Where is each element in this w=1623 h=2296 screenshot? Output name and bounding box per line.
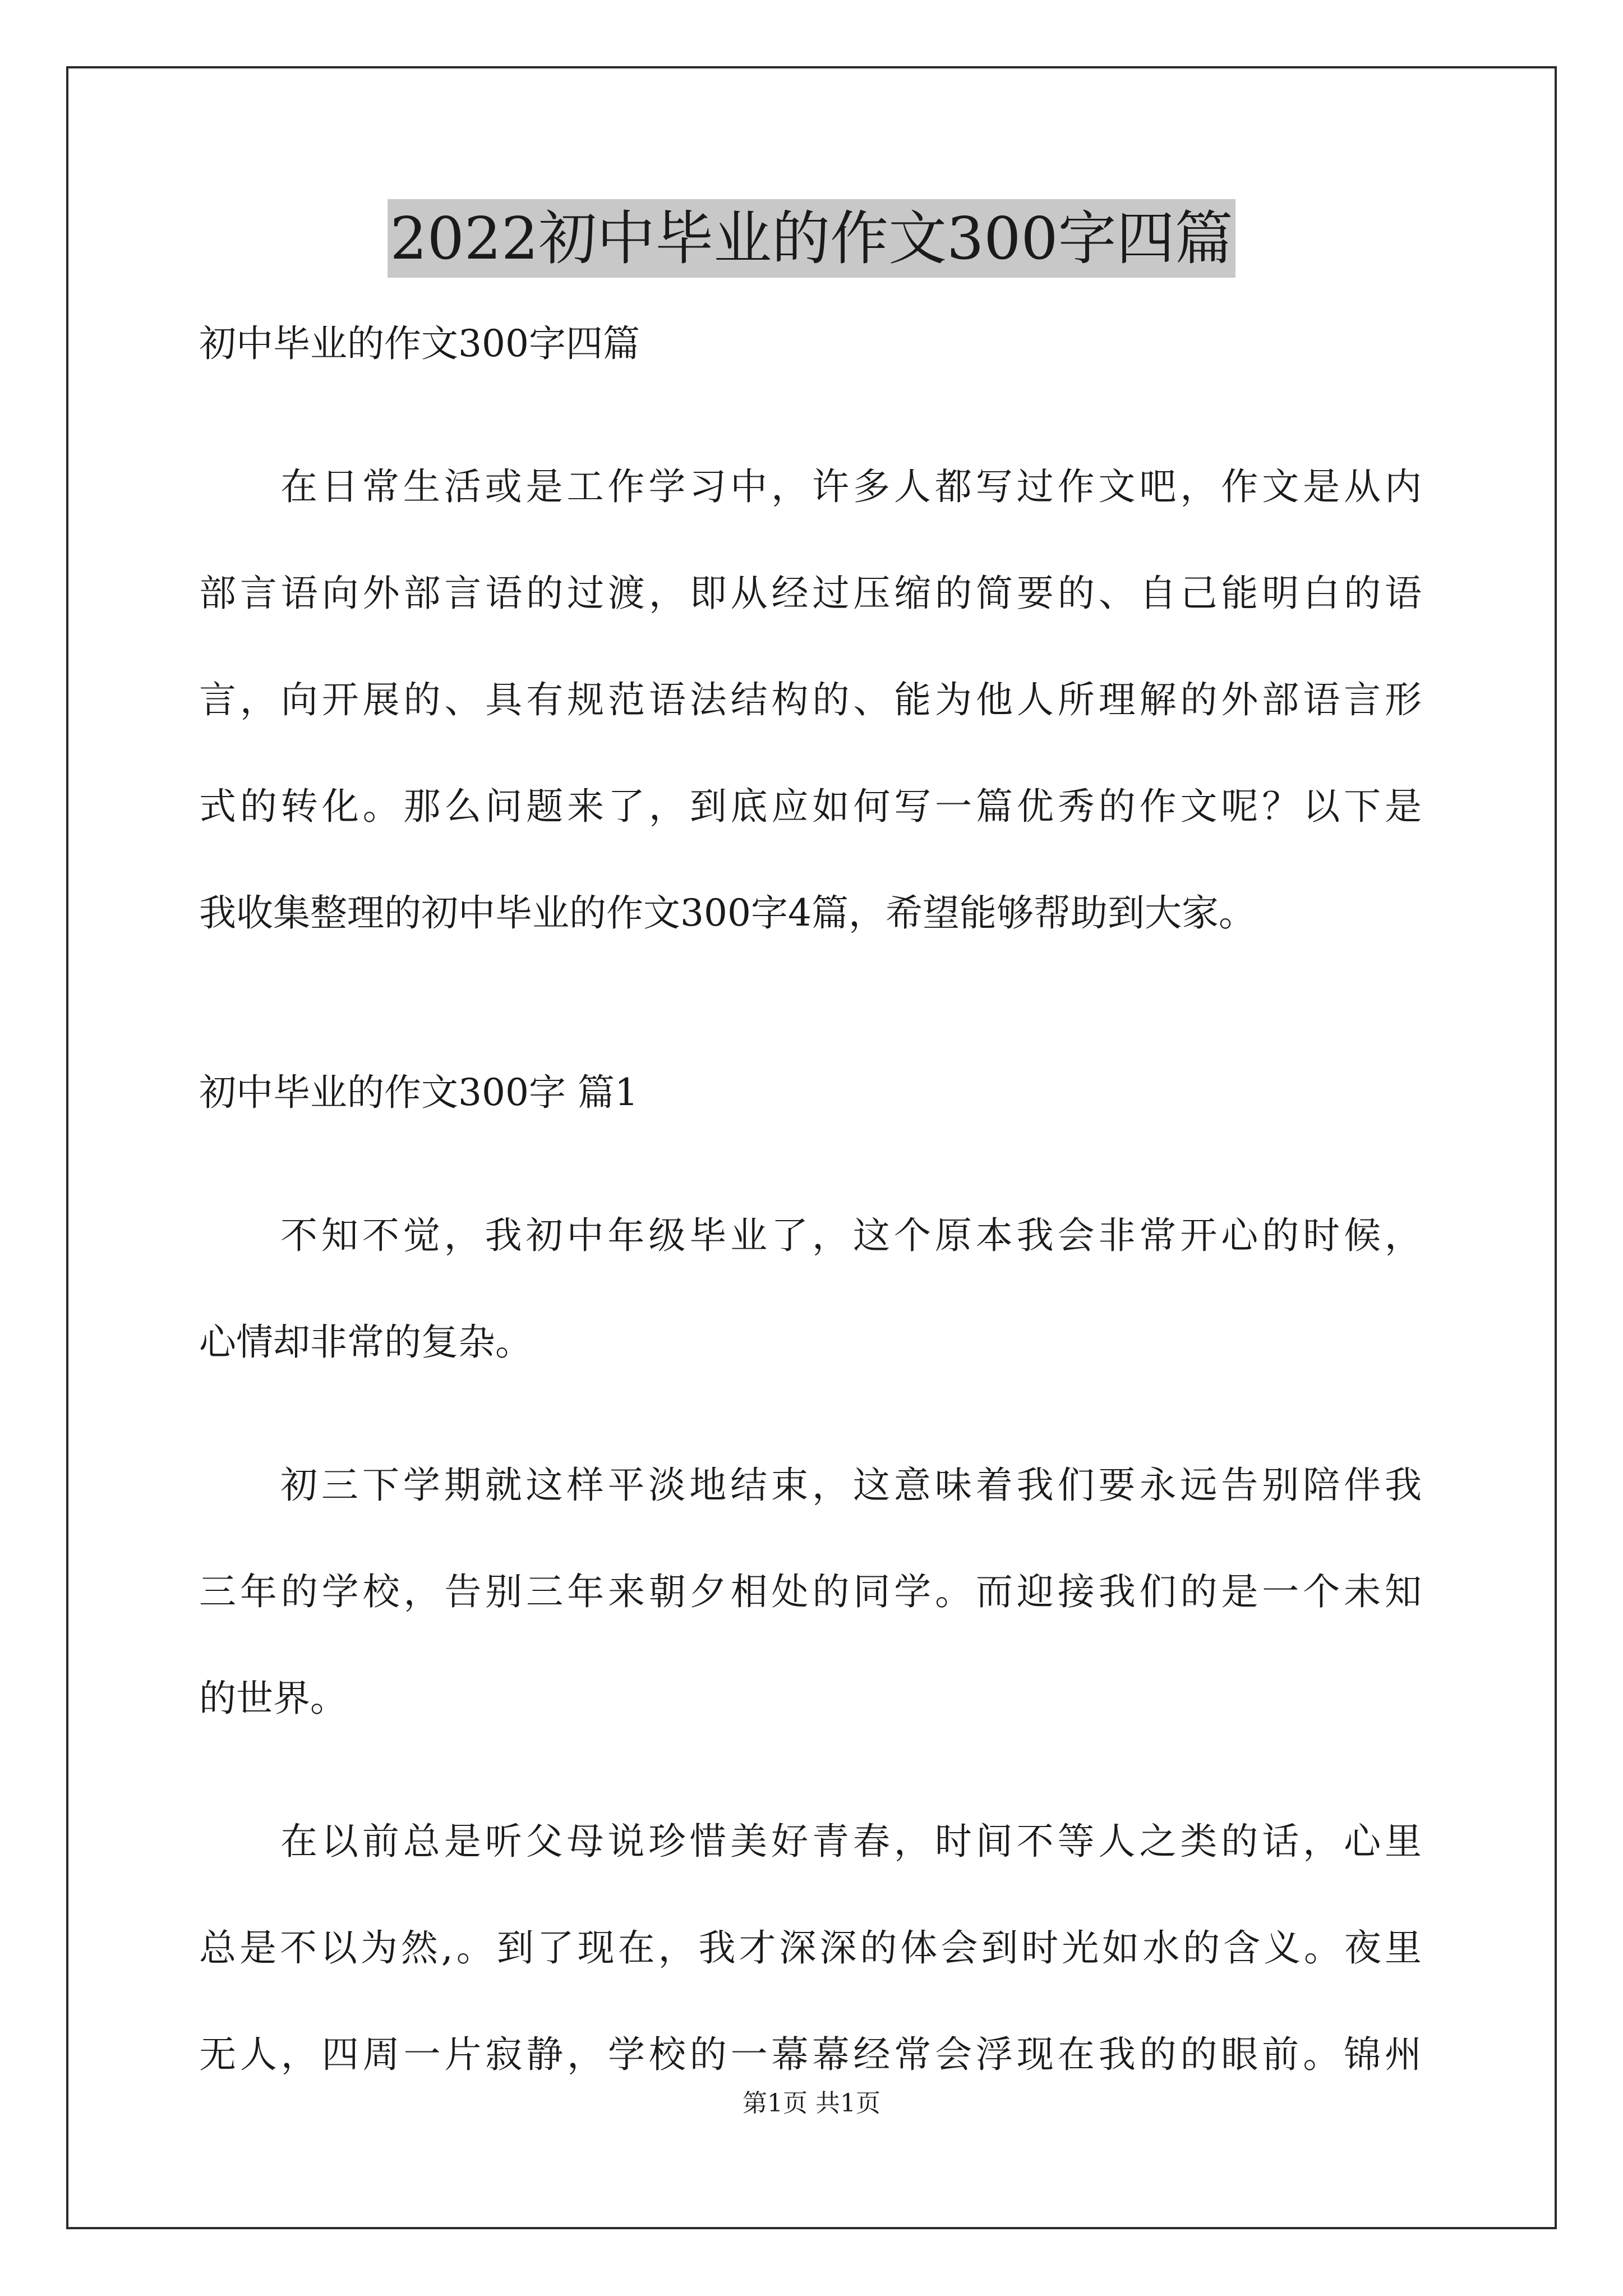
paragraph-line: 在以前总是听父母说珍惜美好青春，时间不等人之类的话，心里 <box>280 1820 1422 1863</box>
paragraph-line: 的世界。 <box>199 1677 347 1720</box>
intro-line: 言，向开展的、具有规范语法结构的、能为他人所理解的外部语言形 <box>199 678 1422 721</box>
document-subtitle: 初中毕业的作文300字四篇 <box>199 322 640 365</box>
intro-line: 我收集整理的初中毕业的作文300字4篇，希望能够帮助到大家。 <box>199 891 1256 935</box>
paragraph-line: 不知不觉，我初中年级毕业了，这个原本我会非常开心的时候， <box>280 1214 1422 1257</box>
paragraph-line: 心情却非常的复杂。 <box>199 1320 532 1364</box>
paragraph-line: 初三下学期就这样平淡地结束，这意味着我们要永远告别陪伴我 <box>280 1464 1422 1507</box>
paragraph-line: 无人，四周一片寂静，学校的一幕幕经常会浮现在我的的眼前。锦州 <box>199 2033 1422 2076</box>
intro-line: 部言语向外部言语的过渡，即从经过压缩的简要的、自己能明白的语 <box>199 572 1422 615</box>
intro-line: 在日常生活或是工作学习中，许多人都写过作文吧，作文是从内 <box>280 465 1422 508</box>
page-border <box>66 66 1557 2229</box>
section-heading: 初中毕业的作文300字 篇1 <box>199 1071 638 1114</box>
intro-line: 式的转化。那么问题来了，到底应如何写一篇优秀的作文呢？以下是 <box>199 785 1422 828</box>
title-container <box>0 199 1623 278</box>
paragraph-line: 总是不以为然,。到了现在，我才深深的体会到时光如水的含义。夜里 <box>199 1926 1422 1970</box>
paragraph-line: 三年的学校，告别三年来朝夕相处的同学。而迎接我们的是一个未知 <box>199 1570 1422 1613</box>
document-title: 2022初中毕业的作文300字四篇 <box>388 199 1235 278</box>
page-footer: 第1页 共1页 <box>743 2089 880 2118</box>
